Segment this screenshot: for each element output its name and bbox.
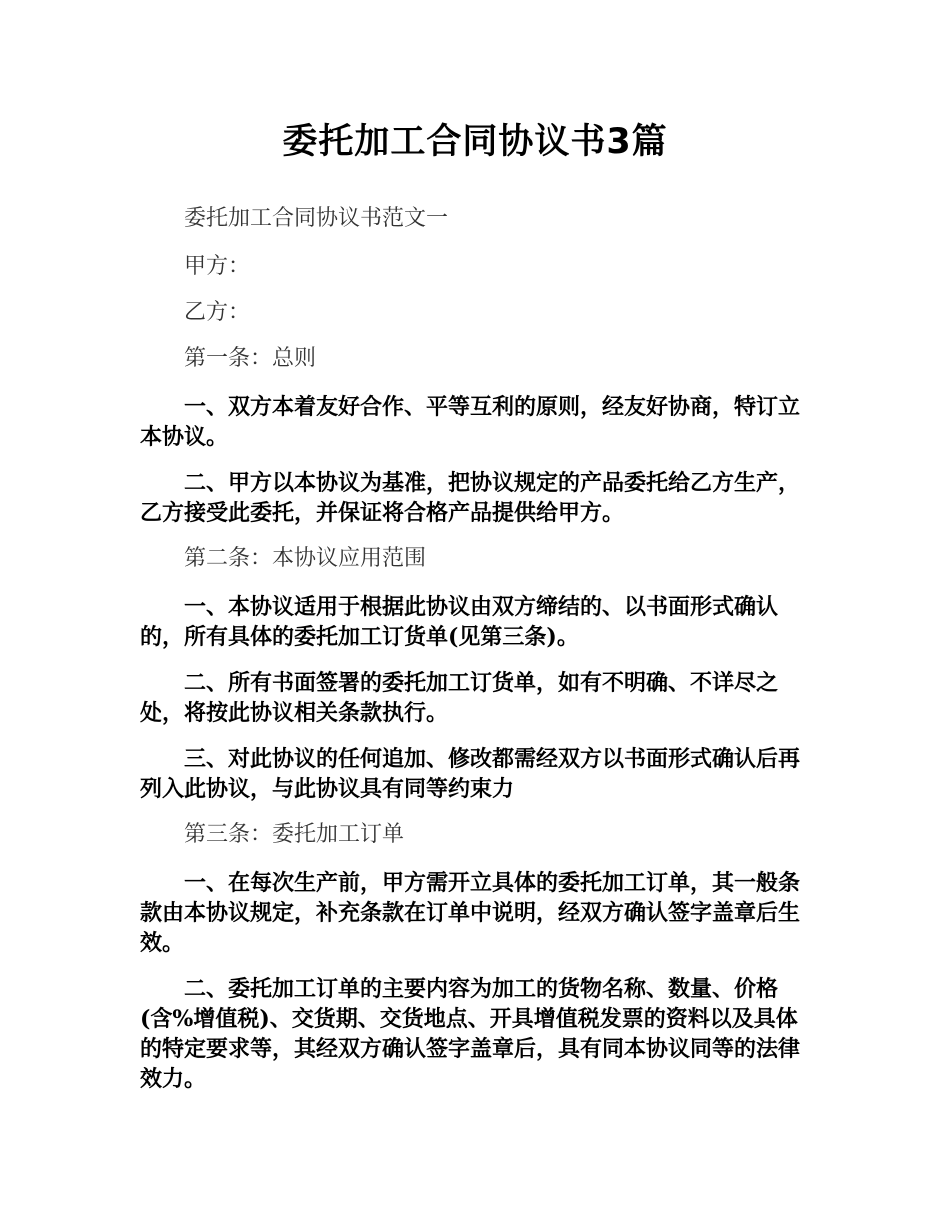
article-two-clause-one: 一、本协议适用于根据此协议由双方缔结的、以书面形式确认的，所有具体的委托加工订货单(见第三条)。 — [140, 594, 779, 650]
party-b-label: 乙方： — [184, 300, 251, 325]
article-two-clause-two: 二、所有书面签署的委托加工订货单，如有不明确、不详尽之处，将按此协议相关条款执行。 — [140, 670, 779, 726]
article-one-clause-one: 一、双方本着友好合作、平等互利的原则，经友好协商，特订立本协议。 — [140, 394, 801, 450]
article-three-clause-two: 二、委托加工订单的主要内容为加工的货物名称、数量、价格(含%增值税)、交货期、交货地点、开具增值税发票的资料以及具体的特定要求等，其经双方确认签字盖章后，具有同本协议同等的法律效力。 — [140, 976, 801, 1092]
section-heading-sample-one: 委托加工合同协议书范文一 — [184, 206, 449, 231]
article-three-heading: 第三条：委托加工订单 — [184, 822, 405, 847]
article-three-clause-one: 一、在每次生产前，甲方需开立具体的委托加工订单，其一般条款由本协议规定，补充条款在订单中说明，经双方确认签字盖章后生效。 — [140, 870, 801, 956]
article-two-heading: 第二条：本协议应用范围 — [184, 546, 427, 571]
party-a-label: 甲方： — [184, 254, 251, 279]
document-title: 委托加工合同协议书3篇 — [282, 122, 668, 162]
article-one-clause-two: 二、甲方以本协议为基准，把协议规定的产品委托给乙方生产，乙方接受此委托，并保证将合格产品提供给甲方。 — [140, 470, 801, 526]
article-two-clause-three: 三、对此协议的任何追加、修改都需经双方以书面形式确认后再列入此协议，与此协议具有同等约束力 — [140, 746, 801, 802]
article-one-heading: 第一条：总则 — [184, 346, 317, 371]
